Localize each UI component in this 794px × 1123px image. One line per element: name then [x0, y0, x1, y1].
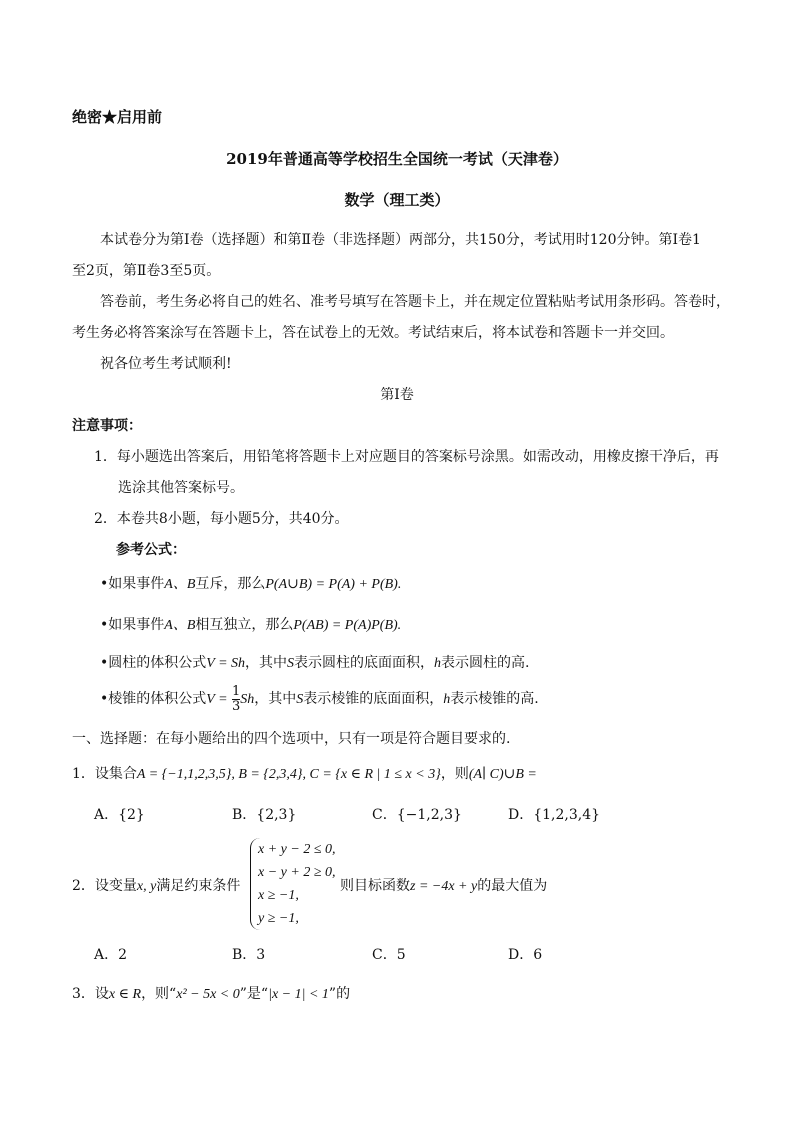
- question-2-vars: x, y: [136, 879, 157, 894]
- formula-4-desc-b: 表示棱锥的底面面积，: [303, 691, 444, 707]
- formula-2-relation: 相互独立，那么: [195, 617, 294, 633]
- question-3-stem-d: ”的: [328, 986, 351, 1002]
- question-1-stem-b: ，则: [440, 766, 469, 782]
- part-1-heading: 一、选择题：在每小题给出的四个选项中，只有一项是符合题目要求的.: [72, 731, 511, 747]
- formula-1: [100, 575, 401, 594]
- question-1-sets: A = {−1,1,2,3,5}, B = {2,3,4}, C = {x ∈ R | 1 ≤ x < 3}: [136, 767, 441, 782]
- exam-subtitle: 数学（理工类）: [344, 191, 450, 209]
- formula-2: [100, 616, 401, 635]
- question-1-option-d: D．{1,2,3,4}: [508, 807, 601, 823]
- constraint-1: x + y − 2 ≤ 0,: [258, 842, 336, 857]
- formula-4-denominator: 3: [231, 698, 241, 714]
- formula-3-desc-b: 表示圆柱的底面面积，: [294, 655, 435, 671]
- formula-4-sh: Sh: [240, 692, 255, 707]
- question-2-stem-lead: [72, 877, 240, 896]
- formula-3-desc-a: ，其中: [245, 655, 288, 671]
- intro-paragraph-2-line-2: 考生务必将答案涂写在答题卡上，答在试卷上的无效。考试结束后，将本试卷和答题卡一并交回。: [72, 325, 674, 341]
- question-3-stem-a: 3．设: [72, 986, 109, 1002]
- formula-4-s: S: [296, 692, 304, 707]
- formula-2-events: A、B: [164, 618, 196, 633]
- notice-item-1-line-1: 1．每小题选出答案后，用铅笔将答题卡上对应题目的答案标号涂黑。如需改动，用橡皮擦干净后，再: [94, 449, 719, 465]
- question-3-condition-2: |x − 1| < 1: [268, 987, 329, 1002]
- intro-paragraph-2-line-1: 答卷前，考生务必将自己的姓名、准考号填写在答题卡上，并在规定位置粘贴考试用条形码。答卷时，: [100, 294, 730, 310]
- notice-item-1-line-2: 选涂其他答案标号。: [118, 480, 244, 496]
- formula-3-text: •圆柱的体积公式: [100, 655, 207, 671]
- question-2-option-b: B．3: [232, 947, 266, 963]
- formula-4-v: V =: [206, 692, 228, 707]
- formula-1-relation: 互斥，那么: [195, 576, 266, 592]
- formula-2-expression: P(AB) = P(A)P(B).: [293, 618, 402, 633]
- formula-1-expression: P(A∪B) = P(A) + P(B).: [265, 577, 402, 592]
- formula-4-numerator: 1: [231, 683, 241, 699]
- question-2-stem-a: 2．设变量: [72, 878, 137, 894]
- question-3-stem: [72, 985, 350, 1004]
- exam-title: 2019年普通高等学校招生全国统一考试（天津卷）: [226, 150, 568, 168]
- notice-label: 注意事项：: [72, 418, 142, 434]
- formula-4-fraction: [232, 685, 240, 714]
- formula-3-expression: V = Sh: [206, 656, 246, 671]
- question-1-stem: [72, 765, 537, 784]
- question-2-option-c: C．5: [372, 947, 406, 963]
- confidential-mark: 绝密★启用前: [72, 108, 163, 126]
- formula-3-h: h: [434, 656, 442, 671]
- formula-1-text: •如果事件: [100, 576, 165, 592]
- formula-2-text: •如果事件: [100, 617, 165, 633]
- constraint-3: x ≥ −1,: [258, 888, 299, 903]
- formula-3-s: S: [287, 656, 295, 671]
- formula-4-h: h: [443, 692, 451, 707]
- formula-4-desc-c: 表示棱锥的高.: [450, 691, 539, 707]
- question-1-stem-a: 1．设集合: [72, 766, 137, 782]
- question-1-option-a: A．{2}: [94, 807, 145, 823]
- formula-1-events: A、B: [164, 577, 196, 592]
- question-3-condition-1: x² − 5x < 0: [176, 987, 240, 1002]
- question-2-stem-b: 满足约束条件: [156, 878, 241, 894]
- formula-3: [100, 654, 529, 673]
- question-3-stem-b: ，则“: [141, 986, 177, 1002]
- constraint-2: x − y + 2 ≥ 0,: [258, 865, 336, 880]
- formula-4-text: •棱锥的体积公式: [100, 691, 207, 707]
- question-2-stem-d: 的最大值为: [477, 878, 548, 894]
- formula-3-desc-c: 表示圆柱的高.: [441, 655, 530, 671]
- question-1-option-b: B．{2,3}: [232, 807, 297, 823]
- question-2-option-d: D．6: [508, 947, 543, 963]
- question-1-expression: (A∣ C)∪B =: [468, 767, 537, 782]
- question-1-option-c: C．{−1,2,3}: [372, 807, 462, 823]
- formula-4-desc-a: ，其中: [254, 691, 297, 707]
- intro-paragraph-1-line-1: 本试卷分为第Ⅰ卷（选择题）和第Ⅱ卷（非选择题）两部分，共150分，考试用时120分钟。第Ⅰ卷1: [100, 232, 701, 248]
- question-2-option-a: A．2: [94, 947, 128, 963]
- question-3-domain: x ∈ R: [108, 987, 142, 1002]
- question-2-stem-c: 则目标函数: [340, 878, 410, 894]
- question-2-objective: z = −4x + y: [410, 879, 478, 894]
- constraint-4: y ≥ −1,: [258, 911, 299, 926]
- section-title: 第Ⅰ卷: [380, 387, 414, 403]
- intro-paragraph-3: 祝各位考生考试顺利!: [100, 356, 232, 372]
- notice-item-2: 2．本卷共8小题，每小题5分，共40分。: [94, 511, 349, 527]
- question-3-stem-c: ”是“: [239, 986, 269, 1002]
- question-2-stem-tail: [340, 877, 547, 896]
- intro-paragraph-1-line-2: 至2页，第Ⅱ卷3至5页。: [72, 263, 221, 279]
- formula-label: 参考公式：: [116, 542, 186, 558]
- formula-4: [100, 682, 539, 717]
